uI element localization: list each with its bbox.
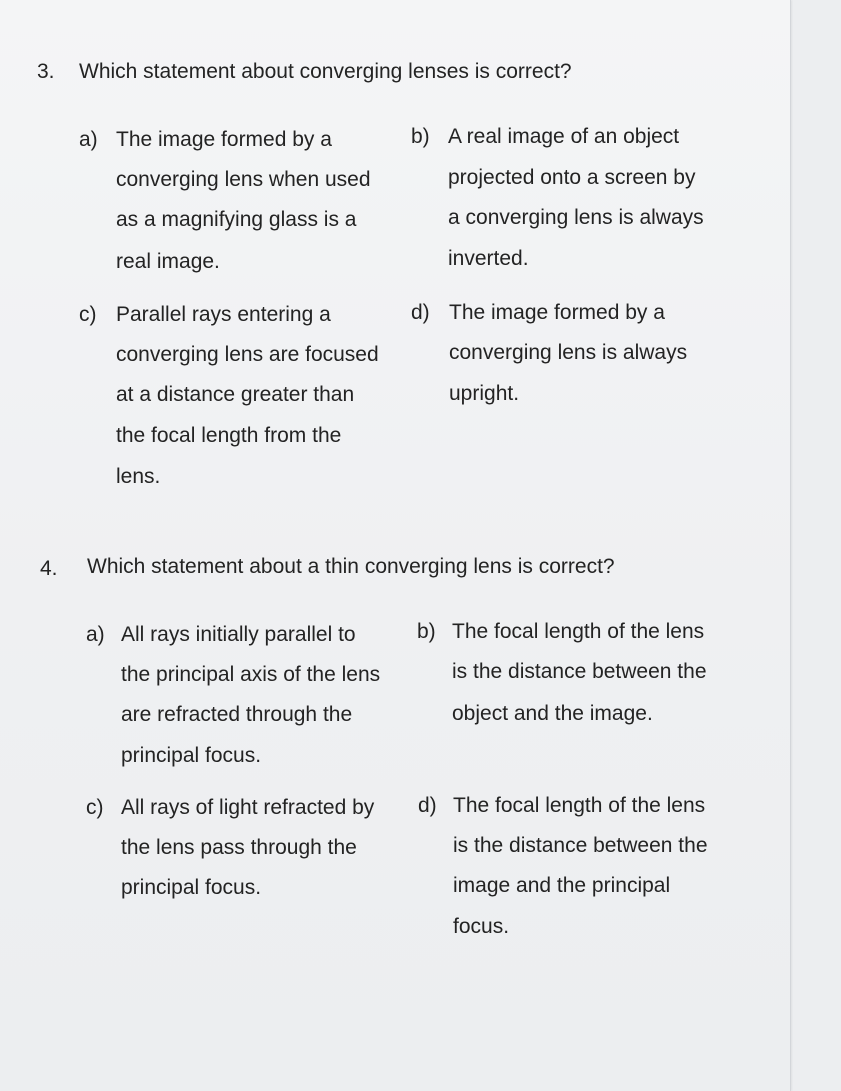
question-text: Which statement about converging lenses is correct? xyxy=(79,60,572,83)
option-line: The focal length of the lens xyxy=(452,620,705,643)
option-line: object and the image. xyxy=(452,702,653,725)
option-letter: d) xyxy=(418,794,437,817)
option-line: The image formed by a xyxy=(449,301,665,324)
option-line: the lens pass through the xyxy=(121,836,357,859)
option-line: at a distance greater than xyxy=(116,383,355,406)
option-letter: b) xyxy=(417,620,436,643)
option-line: converging lens is always xyxy=(449,341,688,364)
option-line: Parallel rays entering a xyxy=(116,303,331,326)
option-line: All rays of light refracted by xyxy=(121,796,375,819)
question-text: Which statement about a thin converging lens is correct? xyxy=(87,555,615,578)
option-line: inverted. xyxy=(448,247,529,270)
option-letter: c) xyxy=(79,303,97,326)
option-line: is the distance between the xyxy=(453,834,708,857)
option-line: The image formed by a xyxy=(116,128,332,151)
option-line: projected onto a screen by xyxy=(448,166,696,189)
option-line: as a magnifying glass is a xyxy=(116,208,357,231)
option-line: principal focus. xyxy=(121,744,262,767)
option-line: converging lens are focused xyxy=(116,343,379,366)
option-letter: d) xyxy=(411,301,430,324)
option-line: are refracted through the xyxy=(121,703,353,726)
option-line: lens. xyxy=(116,465,161,488)
option-line: the focal length from the xyxy=(116,424,342,447)
question-number: 3. xyxy=(37,60,55,83)
option-line: is the distance between the xyxy=(452,660,707,683)
option-line: focus. xyxy=(453,915,510,938)
option-line: a converging lens is always xyxy=(448,206,704,229)
option-line: The focal length of the lens xyxy=(453,794,706,817)
option-letter: a) xyxy=(79,128,98,151)
option-line: converging lens when used xyxy=(116,168,371,191)
option-line: image and the principal xyxy=(453,874,671,897)
option-line: All rays initially parallel to xyxy=(121,623,356,646)
option-line: the principal axis of the lens xyxy=(121,663,381,686)
option-line: upright. xyxy=(449,382,520,405)
option-line: real image. xyxy=(116,250,220,273)
option-line: principal focus. xyxy=(121,876,262,899)
option-line: A real image of an object xyxy=(448,125,680,148)
option-letter: b) xyxy=(411,125,430,148)
option-letter: c) xyxy=(86,796,104,819)
question-number: 4. xyxy=(40,557,58,580)
option-letter: a) xyxy=(86,623,105,646)
